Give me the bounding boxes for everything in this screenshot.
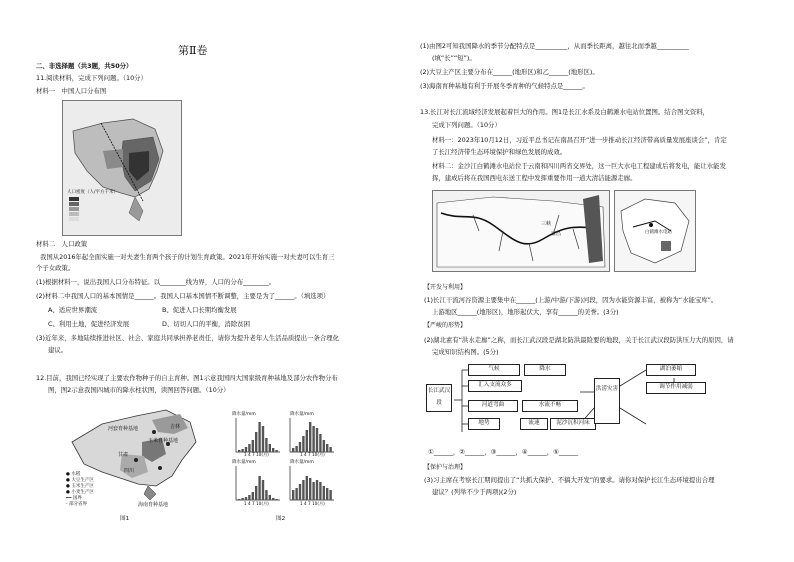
baihetan-location-map (614, 190, 696, 272)
chart4-unit: 降水量/mm (290, 460, 314, 465)
precip-bar (302, 436, 304, 452)
q12-right-question-3: (3)海南育种基地有利于开展冬季育种的气候特点是______。 (420, 82, 589, 90)
precip-bar (265, 490, 267, 500)
chart2-unit: 降水量/mm (290, 412, 314, 417)
precip-bar (316, 428, 318, 452)
precip-bar (323, 486, 325, 500)
precip-bar (329, 490, 331, 500)
precip-bar (292, 448, 294, 452)
node-speed: 流速 (520, 418, 548, 430)
precip-bar (255, 432, 257, 452)
q13-material2-1: 材料二：金沙江白鹤滩水电站位于云南和四川两省交界处，这一巨大水电工程建成后将发电，能让水能发 (432, 162, 726, 170)
figure1-map (62, 402, 204, 514)
map-label-gansu: 甘肃 (118, 452, 129, 458)
protection-tag: 【保护与治理】 (424, 464, 467, 471)
chart3-unit: 降水量/mm (232, 460, 256, 465)
yangtze-label-yichang: 宜昌 (551, 231, 562, 237)
q11-material2-text-2: 个子女政策。 (36, 264, 75, 272)
q11-question-2: (2)材料二中我国人口的基本国情是______。我国人口基本国情不断调整，主要是为了______。（填选项） (36, 292, 330, 300)
q11-stem: 11.阅读材料，完成下列问题。（10分） (36, 74, 147, 82)
precip-bar (312, 426, 314, 452)
q12-right-question-2: (2)大豆主产区主要分布在______(地形区)和乙______(地形区)。 (420, 68, 599, 76)
q12-right-question-1: (1)由图2可知我国降水的季节分配特点是__________，从而季长距离，越往北而季越__________ (420, 42, 689, 50)
precip-bar (272, 498, 274, 500)
population-map (62, 100, 182, 236)
q11-material1-label: 材料一 中国人口分布图 (36, 87, 107, 95)
node-lake-shrink: 湖泊萎缩 (646, 364, 696, 376)
precip-bar (309, 478, 311, 500)
node-regulation-weak: 调节作用减弱 (646, 382, 706, 394)
map-label-sichuan: 四川 (124, 468, 135, 474)
population-map-svg (63, 101, 181, 235)
q11-option-b: B、促进人口长期均衡发展 (162, 306, 237, 314)
node-rain: 降水 (524, 364, 566, 376)
q13-material2-2: 挥，建成后将在我国西电东送工程中发挥重要作用一道大清洁能源走廊。 (432, 174, 637, 182)
q13-material1-1: 材料一：2023年10月12日，习近平总书记在南昌召开“进一步推动长江经济带高质量发展座谈会”，肯定 (432, 136, 727, 144)
precip-bar (329, 447, 331, 452)
node-tributaries: 汇入支流众多 (468, 380, 522, 392)
precip-chart-axis (236, 418, 280, 452)
precip-bar (295, 488, 297, 500)
node-terrain: 地势 (468, 418, 500, 430)
flood-cause-diagram (424, 362, 714, 446)
page-title: 第Ⅱ卷 (178, 44, 208, 57)
q13-question-1-cont: 上游地区______(地形区)，地形起伏大，享有______的美誉。(3分) (432, 308, 619, 316)
node-wuhan: 长江武汉段 (426, 384, 452, 412)
yangtze-river-map (432, 190, 610, 272)
precip-chart-axis (236, 466, 280, 500)
precip-bar (258, 422, 260, 452)
node-weather (468, 364, 520, 376)
q13-material1-2: 了长江经济带生态环境保护和绿色发展的成效。 (432, 148, 567, 156)
chart2-xlabel: 1 4 7 10(月) (300, 452, 325, 457)
precip-bar (306, 476, 308, 500)
precip-bar (319, 482, 321, 500)
map-label-hainan: 海南育种基地 (138, 502, 169, 508)
node-silt: 泥沙沉积河床 (550, 418, 596, 430)
legend-soybean: ● 大豆生产区 (66, 478, 94, 483)
precip-bar (275, 499, 277, 500)
chart4-xlabel: 1 4 7 10(月) (300, 501, 325, 506)
q13-stem-2: 完成下列问题。（10分） (432, 121, 501, 129)
population-map-legend-title: 人口密度（人/平方千米） (67, 190, 119, 195)
q13-stem-1: 13.长江对长江流域经济发展起着巨大的作用。图1是长江水系及白鹤滩水电站位置图。结合图文资料， (420, 108, 710, 116)
precip-bar (252, 492, 254, 500)
label-baihetan: 白鹤滩水电站 (645, 230, 672, 235)
precip-bar (255, 486, 257, 500)
precip-bar (312, 482, 314, 500)
q11-question-3: (3)近年来，多地陆续推进社区、社会、家庭共同承担养老责任，请你为提升老年人生活品质提出一条合理化 (36, 334, 340, 342)
precip-bar (319, 434, 321, 452)
q11-option-c: C、利用土地，促进经济发展 (48, 320, 130, 328)
precip-bar (295, 446, 297, 452)
precip-bar (326, 488, 328, 500)
precip-bar (292, 490, 294, 500)
chart1-unit: 降水量/mm (232, 412, 256, 417)
map-label-corn-base: 玉米育种基地 (148, 438, 179, 444)
flood-blank-row: ①______，②______，③______，④______，⑤______ (428, 448, 579, 456)
precip-bar (238, 450, 240, 452)
figure2-caption: 图2 (276, 516, 286, 522)
map-label-hetao: 河套育种基地 (108, 426, 139, 432)
yangtze-label-sanxia: 三峡 (541, 221, 552, 227)
precip-bar (269, 444, 271, 452)
q12-stem-1: 12.目前，我国已经实现了主要农作物种子的自主育种。图1示意我国四大国家级育种基地及部分农作物分布 (36, 374, 338, 382)
q11-question-3-cont: 建议。 (48, 346, 68, 354)
precip-bar (275, 450, 277, 452)
q11-material2-label: 材料二 人口政策 (36, 240, 88, 248)
node-river-meander: 河道弯曲 (468, 400, 518, 412)
q11-option-a: A、适应世界潮流 (48, 306, 98, 314)
q13-question-1: (1)长江干流河谷资源主要集中在______(上游/中游/下游)河段，因为水能资源丰富，被称为“水能宝库”。 (424, 296, 718, 304)
precip-bar (302, 480, 304, 500)
precip-bar (265, 438, 267, 452)
situation-tag: 【严峻的形势】 (424, 322, 467, 329)
section-heading: 二、非选择题（共3题，共50分） (36, 62, 133, 70)
map-label-jilin: 吉林 (170, 424, 181, 430)
precip-bar (316, 480, 318, 500)
precip-bar (262, 426, 264, 452)
q11-option-d: D、切切人口的平衡，消除贫困 (162, 320, 250, 328)
legend-rice: ● 水稻 (66, 472, 81, 477)
development-tag: 【开发与利用】 (424, 284, 467, 291)
chart1-xlabel: 1 4 7 10(月) (244, 452, 269, 457)
precip-bar (238, 499, 240, 500)
figure1-caption: 图1 (120, 516, 130, 522)
legend-border: ━━ 国界 (66, 496, 82, 501)
q11-material2-text-1: 我国从2016年起全面实施一对夫妻生育两个孩子的计划生育政策。2021年开始实施一对夫妻可以生育三 (40, 253, 335, 261)
q13-question-3: (3)习主席在考察长江期间提出了“共抓大保护、不搞大开发”的要求。请你对保护长江生态环境提出合理 (424, 476, 715, 484)
precip-bar (269, 495, 271, 500)
q13-question-2-cont: 完成知识结构图。(5分) (432, 348, 499, 356)
precip-bar (272, 448, 274, 452)
node-flood: 洪涝灾害 (594, 378, 620, 424)
q11-question-1: (1)根据材料一，说出我国人口分布特征。以________线为界，人口的分布________。 (36, 278, 276, 286)
legend-corn: ● 玉米生产区 (66, 484, 94, 489)
q13-question-2: (2)湖北素有“洪水走廊”之称，而长江武汉段是湖北防洪最险要的地段，关于长江武汉段防洪压力大的原因，请 (424, 336, 734, 344)
legend-wheat: ● 小麦生产区 (66, 490, 94, 495)
precip-bar (258, 476, 260, 500)
precip-bar (309, 422, 311, 452)
node-flow-blocked: 水流不畅 (522, 400, 578, 412)
precip-bar (326, 444, 328, 452)
q12-right-question-1-cont: (填“长”“短”)。 (432, 54, 476, 62)
q13-question-3-cont: 建议？(列举不少于两项)(2分) (432, 488, 517, 496)
precip-bar (299, 484, 301, 500)
figure1-legend (66, 472, 94, 508)
chart3-xlabel: 1 4 7 10(月) (244, 501, 269, 506)
precip-bar (306, 430, 308, 452)
legend-province: - 部分省界 (66, 502, 88, 507)
precip-bar (262, 480, 264, 500)
q12-stem-2: 图，图2示意我国四城市的降水柱状图，读图回答问题。（10分） (48, 386, 230, 394)
yangtze-map-svg (433, 191, 609, 271)
node-weather-label: 气候 (488, 366, 500, 372)
